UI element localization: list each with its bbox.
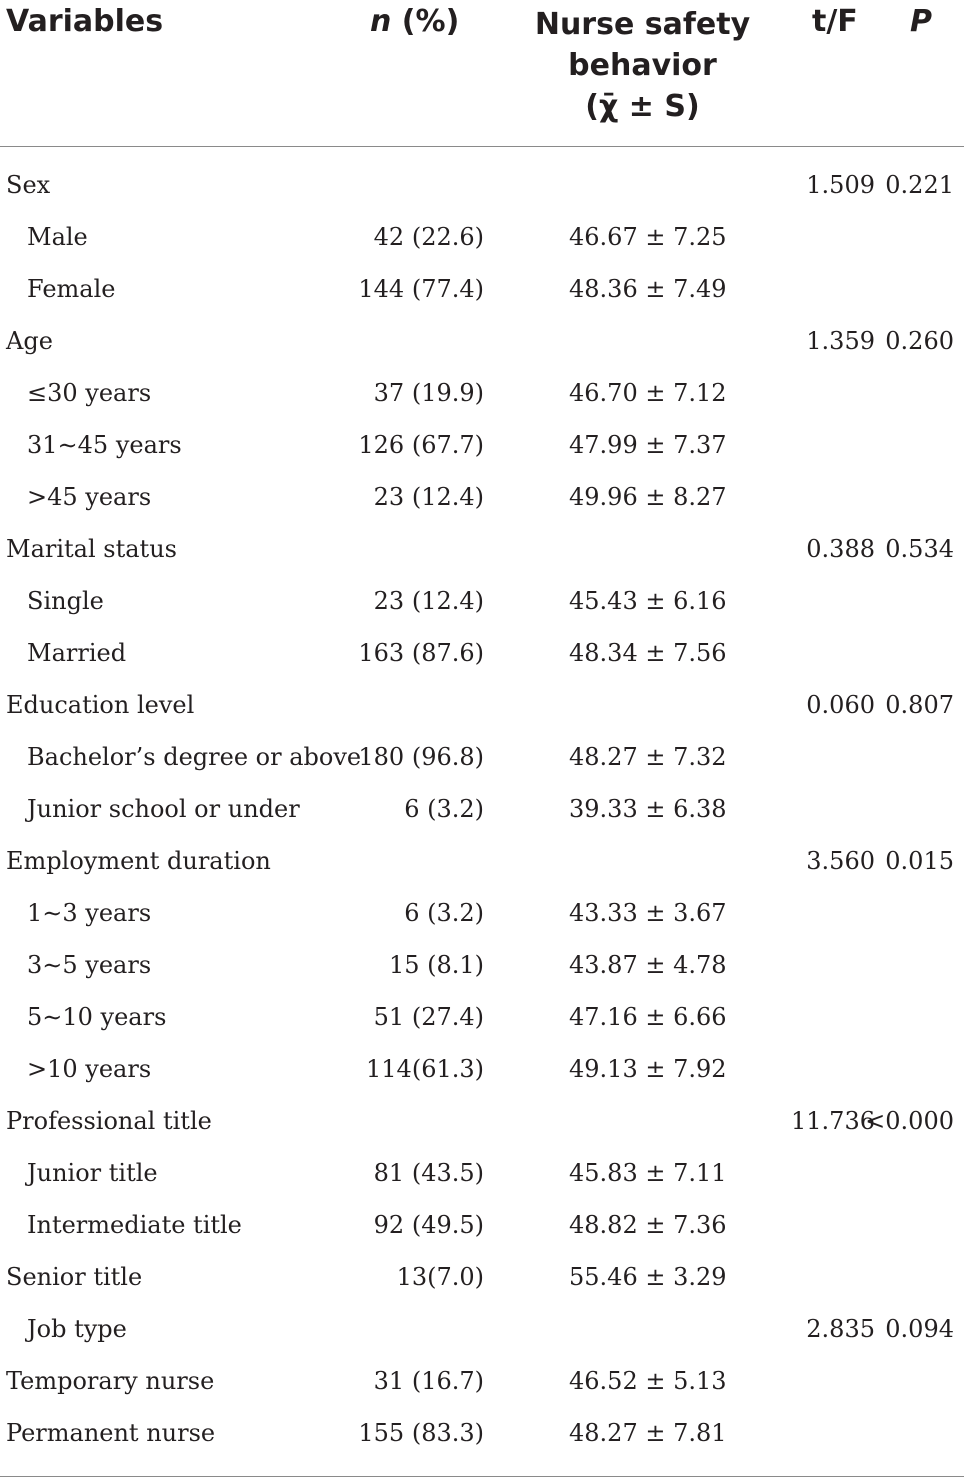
table-row xyxy=(0,477,968,529)
table-row xyxy=(0,165,968,217)
header-variables: Variables xyxy=(6,4,164,39)
row-p-value: 0.094 xyxy=(885,1315,954,1343)
table-row xyxy=(0,737,968,789)
table-row xyxy=(0,1361,968,1413)
row-p-value: 0.534 xyxy=(885,535,954,563)
table-row xyxy=(0,997,968,1049)
row-label: 3∼5 years xyxy=(27,951,152,979)
row-label: Age xyxy=(6,327,53,355)
header-n-percent xyxy=(370,4,459,39)
table-row xyxy=(0,217,968,269)
table-row xyxy=(0,633,968,685)
row-label: Married xyxy=(27,639,127,667)
row-mean-sd: 49.96 ± 8.27 xyxy=(569,483,727,511)
row-label: Bachelor’s degree or above xyxy=(27,743,362,771)
row-label: Marital status xyxy=(6,535,177,563)
row-mean-sd: 39.33 ± 6.38 xyxy=(569,795,727,823)
table-bottom-rule xyxy=(0,1476,964,1477)
header-nsb-line1: Nurse safety xyxy=(534,7,751,42)
row-n-percent: 23 (12.4) xyxy=(373,483,484,511)
row-label: Intermediate title xyxy=(27,1211,242,1239)
table-row xyxy=(0,529,968,581)
row-mean-sd: 43.87 ± 4.78 xyxy=(569,951,727,979)
row-mean-sd: 47.99 ± 7.37 xyxy=(569,431,727,459)
table-row xyxy=(0,581,968,633)
row-n-percent: 92 (49.5) xyxy=(373,1211,484,1239)
table-row xyxy=(0,1049,968,1101)
table-row xyxy=(0,269,968,321)
table-row xyxy=(0,841,968,893)
row-t-f: 3.560 xyxy=(806,847,875,875)
row-mean-sd: 46.70 ± 7.12 xyxy=(569,379,727,407)
row-n-percent: 155 (83.3) xyxy=(358,1419,484,1447)
row-t-f: 11.736 xyxy=(791,1107,875,1135)
row-label: Male xyxy=(27,223,88,251)
row-t-f: 1.509 xyxy=(806,171,875,199)
row-p-value: 0.015 xyxy=(885,847,954,875)
row-label: Junior school or under xyxy=(27,795,300,823)
row-p-value: 0.807 xyxy=(885,691,954,719)
table-row xyxy=(0,1309,968,1361)
header-n-rest: (%) xyxy=(391,4,460,39)
header-nsb-line3: (χ̄ ± S) xyxy=(585,89,700,124)
row-n-percent: 13(7.0) xyxy=(396,1263,484,1291)
table-body xyxy=(0,165,968,1465)
table-row xyxy=(0,1101,968,1153)
header-nsb-line2: behavior xyxy=(568,48,717,83)
table-row xyxy=(0,685,968,737)
row-t-f: 0.388 xyxy=(806,535,875,563)
table-row xyxy=(0,1205,968,1257)
row-label: 31∼45 years xyxy=(27,431,182,459)
row-p-value: <0.000 xyxy=(865,1107,954,1135)
table-row xyxy=(0,1153,968,1205)
row-label: Permanent nurse xyxy=(6,1419,216,1447)
row-n-percent: 180 (96.8) xyxy=(358,743,484,771)
row-label: 5∼10 years xyxy=(27,1003,167,1031)
row-n-percent: 37 (19.9) xyxy=(373,379,484,407)
row-n-percent: 163 (87.6) xyxy=(358,639,484,667)
row-mean-sd: 48.27 ± 7.32 xyxy=(569,743,727,771)
row-n-percent: 6 (3.2) xyxy=(404,899,484,927)
table-row xyxy=(0,1257,968,1309)
row-label: 1∼3 years xyxy=(27,899,152,927)
row-mean-sd: 45.83 ± 7.11 xyxy=(569,1159,727,1187)
table-row xyxy=(0,893,968,945)
row-label: Employment duration xyxy=(6,847,271,875)
row-label: Single xyxy=(27,587,104,615)
table-row xyxy=(0,945,968,997)
row-label: Senior title xyxy=(6,1263,143,1291)
row-mean-sd: 55.46 ± 3.29 xyxy=(569,1263,727,1291)
row-label: Temporary nurse xyxy=(6,1367,215,1395)
row-n-percent: 144 (77.4) xyxy=(358,275,484,303)
table-header xyxy=(0,0,968,146)
header-t-f: t/F xyxy=(812,4,858,39)
row-label: Female xyxy=(27,275,116,303)
row-mean-sd: 46.67 ± 7.25 xyxy=(569,223,727,251)
table-row xyxy=(0,373,968,425)
row-n-percent: 126 (67.7) xyxy=(358,431,484,459)
row-label: >10 years xyxy=(27,1055,152,1083)
row-mean-sd: 48.36 ± 7.49 xyxy=(569,275,727,303)
row-n-percent: 23 (12.4) xyxy=(373,587,484,615)
row-label: >45 years xyxy=(27,483,152,511)
row-mean-sd: 45.43 ± 6.16 xyxy=(569,587,727,615)
header-divider xyxy=(0,146,964,147)
row-n-percent: 114(61.3) xyxy=(366,1055,484,1083)
row-mean-sd: 48.34 ± 7.56 xyxy=(569,639,727,667)
table-row xyxy=(0,321,968,373)
row-n-percent: 81 (43.5) xyxy=(373,1159,484,1187)
table-row xyxy=(0,425,968,477)
row-label: Junior title xyxy=(27,1159,158,1187)
table-row xyxy=(0,1413,968,1465)
row-mean-sd: 46.52 ± 5.13 xyxy=(569,1367,727,1395)
row-label: Sex xyxy=(6,171,51,199)
row-n-percent: 31 (16.7) xyxy=(373,1367,484,1395)
header-nurse-safety-behavior xyxy=(530,4,755,127)
row-label: Professional title xyxy=(6,1107,212,1135)
row-t-f: 2.835 xyxy=(806,1315,875,1343)
row-label: Job type xyxy=(27,1315,127,1343)
row-mean-sd: 43.33 ± 3.67 xyxy=(569,899,727,927)
row-n-percent: 51 (27.4) xyxy=(373,1003,484,1031)
row-label: ≤30 years xyxy=(27,379,152,407)
row-n-percent: 6 (3.2) xyxy=(404,795,484,823)
row-mean-sd: 48.82 ± 7.36 xyxy=(569,1211,727,1239)
row-p-value: 0.221 xyxy=(885,171,954,199)
row-n-percent: 42 (22.6) xyxy=(373,223,484,251)
row-n-percent: 15 (8.1) xyxy=(388,951,484,979)
row-p-value: 0.260 xyxy=(885,327,954,355)
row-mean-sd: 48.27 ± 7.81 xyxy=(569,1419,727,1447)
row-t-f: 0.060 xyxy=(806,691,875,719)
row-label: Education level xyxy=(6,691,195,719)
row-t-f: 1.359 xyxy=(806,327,875,355)
header-p: P xyxy=(910,4,932,39)
table-row xyxy=(0,789,968,841)
row-mean-sd: 47.16 ± 6.66 xyxy=(569,1003,727,1031)
header-n-italic: n xyxy=(370,4,392,39)
row-mean-sd: 49.13 ± 7.92 xyxy=(569,1055,727,1083)
